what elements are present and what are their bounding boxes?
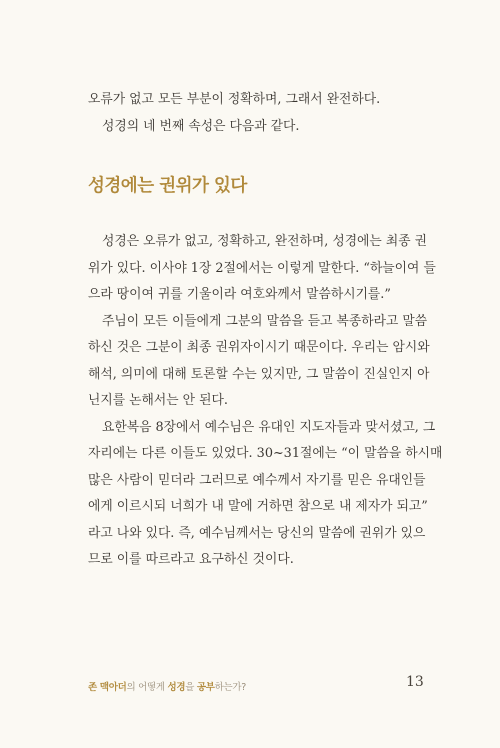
paragraph-line: 닌지를 논해서는 안 된다. xyxy=(88,393,228,408)
page-number: 13 xyxy=(406,674,424,690)
footer-text: 을 xyxy=(185,682,197,693)
intro-text xyxy=(88,87,428,140)
paragraph-line: 므로 이를 따르라고 요구하신 것이다. xyxy=(88,552,294,567)
paragraph-line: 위가 있다. 이사야 1장 2절에서는 이렇게 말한다. “하늘이여 들 xyxy=(88,260,436,276)
body-text xyxy=(88,229,443,574)
footer-text: 하는가? xyxy=(214,682,246,693)
paragraph-line: 많은 사람이 믿더라 그러므로 예수께서 자기를 믿은 유대인들 xyxy=(88,472,426,488)
paragraph xyxy=(88,309,428,415)
paragraph-line: 라고 나와 있다. 즉, 예수님께서는 당신의 말씀에 권위가 있으 xyxy=(88,525,426,541)
intro-line-1: 오류가 없고 모든 부분이 정확하며, 그래서 완전하다. xyxy=(88,92,381,107)
footer-text: 의 어떻게 xyxy=(126,682,168,693)
paragraph xyxy=(88,229,436,309)
paragraph-line: 자리에는 다른 이들도 있었다. 30~31절에는 “이 말씀을 하시매 xyxy=(88,446,443,461)
footer-keyword: 공부 xyxy=(196,682,215,693)
running-footer xyxy=(88,679,246,693)
footer-keyword: 성경 xyxy=(167,682,186,693)
paragraph-line: 해석, 의미에 대해 토론할 수는 있지만, 그 말씀이 진실인지 아 xyxy=(88,366,430,382)
section-heading: 성경에는 권위가 있다 xyxy=(88,176,247,196)
paragraph-line: 요한복음 8장에서 예수님은 유대인 지도자들과 맞서셨고, 그 xyxy=(102,419,436,435)
paragraph-line: 에게 이르시되 너희가 내 말에 거하면 참으로 내 제자가 되고” xyxy=(88,499,428,514)
footer-author: 존 맥아더 xyxy=(88,682,127,693)
paragraph-line: 주님이 모든 이들에게 그분의 말씀을 듣고 복종하라고 말씀 xyxy=(102,313,428,329)
paragraph-line: 으라 땅이여 귀를 기울이라 여호와께서 말씀하시기를.” xyxy=(88,287,391,302)
intro-line-2: 성경의 네 번째 속성은 다음과 같다. xyxy=(102,118,300,134)
paragraph-line: 하신 것은 그분이 최종 권위자이시기 때문이다. 우리는 암시와 xyxy=(88,340,430,355)
paragraph-line: 성경은 오류가 없고, 정확하고, 완전하며, 성경에는 최종 권 xyxy=(102,234,427,249)
paragraph xyxy=(88,415,443,574)
